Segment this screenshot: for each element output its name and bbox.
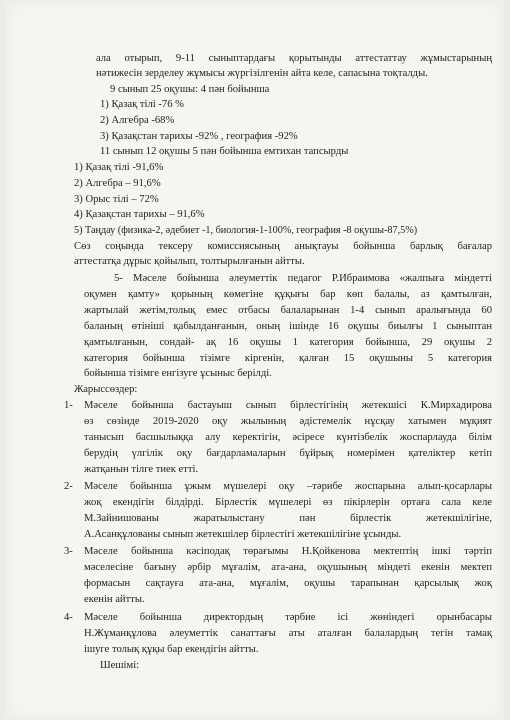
grade11-item-2: 2) Алгебра – 91,6% bbox=[74, 178, 161, 189]
item5-line-5: қамтылғанын, сондай- ақ 16 оқушы 1 категория бойынша, 29 оқушы 2 bbox=[84, 337, 492, 348]
debate-2-line-1: Мәселе бойынша ұжым мүшелері оқу –тәрибе жоспарына алып-қосарлары bbox=[84, 481, 492, 492]
debate-1-line-5: жатқанын тілге тиек етті. bbox=[84, 464, 199, 475]
debate-1-line-1: Мәселе бойынша бастауыш сынып бірлестігінің жетекшісі К.Мирхадирова bbox=[84, 400, 492, 411]
intro-line-2: нәтижесін зерделеу жұмысы жүргізілгенін айта келе, сапасына тоқталды. bbox=[96, 68, 428, 79]
debate-2-line-4: А.Асанқұлованы сынып жетекшілер бірлестігі жетекшілігіне ұсынды. bbox=[84, 529, 402, 540]
item5-line-1: 5- Мәселе бойынша әлеуметтік педагог Р.Ибраимова «жалпыға міндетті bbox=[114, 273, 492, 284]
grade11-item-4: 4) Қазақстан тарихы – 91,6% bbox=[74, 209, 205, 220]
grade11-item-5: 5) Таңдау (физика-2, әдебиет -1, биология-1-100%, география -8 оқушы-87,5%) bbox=[74, 225, 418, 236]
debate-2-number: 2- bbox=[64, 481, 73, 492]
grade9-item-3: 3) Қазақстан тарихы -92% , география -92% bbox=[100, 131, 298, 142]
debate-2-line-2: жоқ екендігін білдірді. Бірлестік мүшелері өз пікірлерін ортаға сала келе bbox=[84, 497, 492, 508]
debate-3-line-1: Мәселе бойынша кәсіподақ төрағымы Н.Қойкенова мектептің ішкі тәртіп bbox=[84, 546, 492, 557]
debate-3-line-3: формасын сақтауға ата-ана, мұғалім, оқушы тарапынан қарсылық жоқ bbox=[84, 578, 492, 589]
debate-4-line-1: Мәселе бойынша директордың тәрбие ісі жөніндегі орынбасары bbox=[84, 612, 492, 623]
debate-3-number: 3- bbox=[64, 546, 73, 557]
grade11-heading: 11 сынып 12 оқушы 5 пән бойынша емтихан тапсырды bbox=[100, 146, 349, 157]
grade11-item-1: 1) Қазақ тілі -91,6% bbox=[74, 162, 164, 173]
item5-line-6: категория бойынша тізімге кіргенін, қалған 15 оқушыны 5 категория bbox=[84, 353, 492, 364]
debate-heading: Жарыссөздер: bbox=[74, 384, 138, 395]
grade9-item-2: 2) Алгебра -68% bbox=[100, 115, 175, 126]
conclusion-line-2: аттестатқа дұрыс қойылып, толтырылғанын айтты. bbox=[74, 256, 305, 267]
debate-1-line-4: берудің үлгілік оқу бағдарламаларын бұйрық номерімен қателіктер кетіп bbox=[84, 448, 492, 459]
debate-4-line-2: Н.Жұманқұлова әлеуметтік санаттағы аты аталған балалардың тегін тамақ bbox=[84, 628, 492, 639]
document-body bbox=[6, 0, 504, 720]
debate-4-number: 4- bbox=[64, 612, 73, 623]
item5-line-4: баланың өтініші қабылданғанын, оның ішінде 16 оқушы биылғы 1 сыныптан bbox=[84, 321, 492, 332]
debate-1-line-3: танысып басшылыққа алу керектігін, әсіресе күнтізбелік жоспарлауда білім bbox=[84, 432, 492, 443]
debate-1-number: 1- bbox=[64, 400, 73, 411]
item5-line-3: жартылай жетім,толық емес отбасы балаларынан 1-4 сынып аралығында 60 bbox=[84, 305, 492, 316]
debate-2-line-3: М.Зайнишованы жаратылыстану пән бірлестік жетекшілігіне, bbox=[84, 513, 492, 524]
document-page bbox=[6, 0, 504, 720]
debate-1-line-2: өз сөзінде 2019-2020 оқу жылының әдістемелік нұсқау хатымен мұқият bbox=[84, 416, 492, 427]
debate-3-line-2: мәселесіне бағыну әрбір мұғалім, ата-ана, оқушының міндеті екенін мектеп bbox=[84, 562, 492, 573]
grade9-heading: 9 сынып 25 оқушы: 4 пән бойынша bbox=[110, 84, 270, 95]
grade11-item-3: 3) Орыс тілі – 72% bbox=[74, 194, 159, 205]
grade9-item-1: 1) Қазақ тілі -76 % bbox=[100, 99, 184, 110]
item5-line-2: оқумен қамту» қорының көмегіне құқығы бар көп балалы, аз қамтылған, bbox=[84, 289, 492, 300]
intro-line-1: ала отырып, 9-11 сыныптардағы қорытынды аттестаттау жұмыстарының bbox=[96, 53, 492, 64]
debate-4-line-3: ішуге толық құқы бар екендігін айтты. bbox=[84, 644, 259, 655]
conclusion-line-1: Сөз соңында тексеру комиссиясының анықтауы бойынша барлық бағалар bbox=[74, 241, 492, 252]
debate-3-line-4: екенін айтты. bbox=[84, 594, 145, 605]
item5-line-7: бойынша тізімге енгізуге ұсыныс берілді. bbox=[84, 368, 272, 379]
decision-heading: Шешімі: bbox=[100, 660, 140, 671]
